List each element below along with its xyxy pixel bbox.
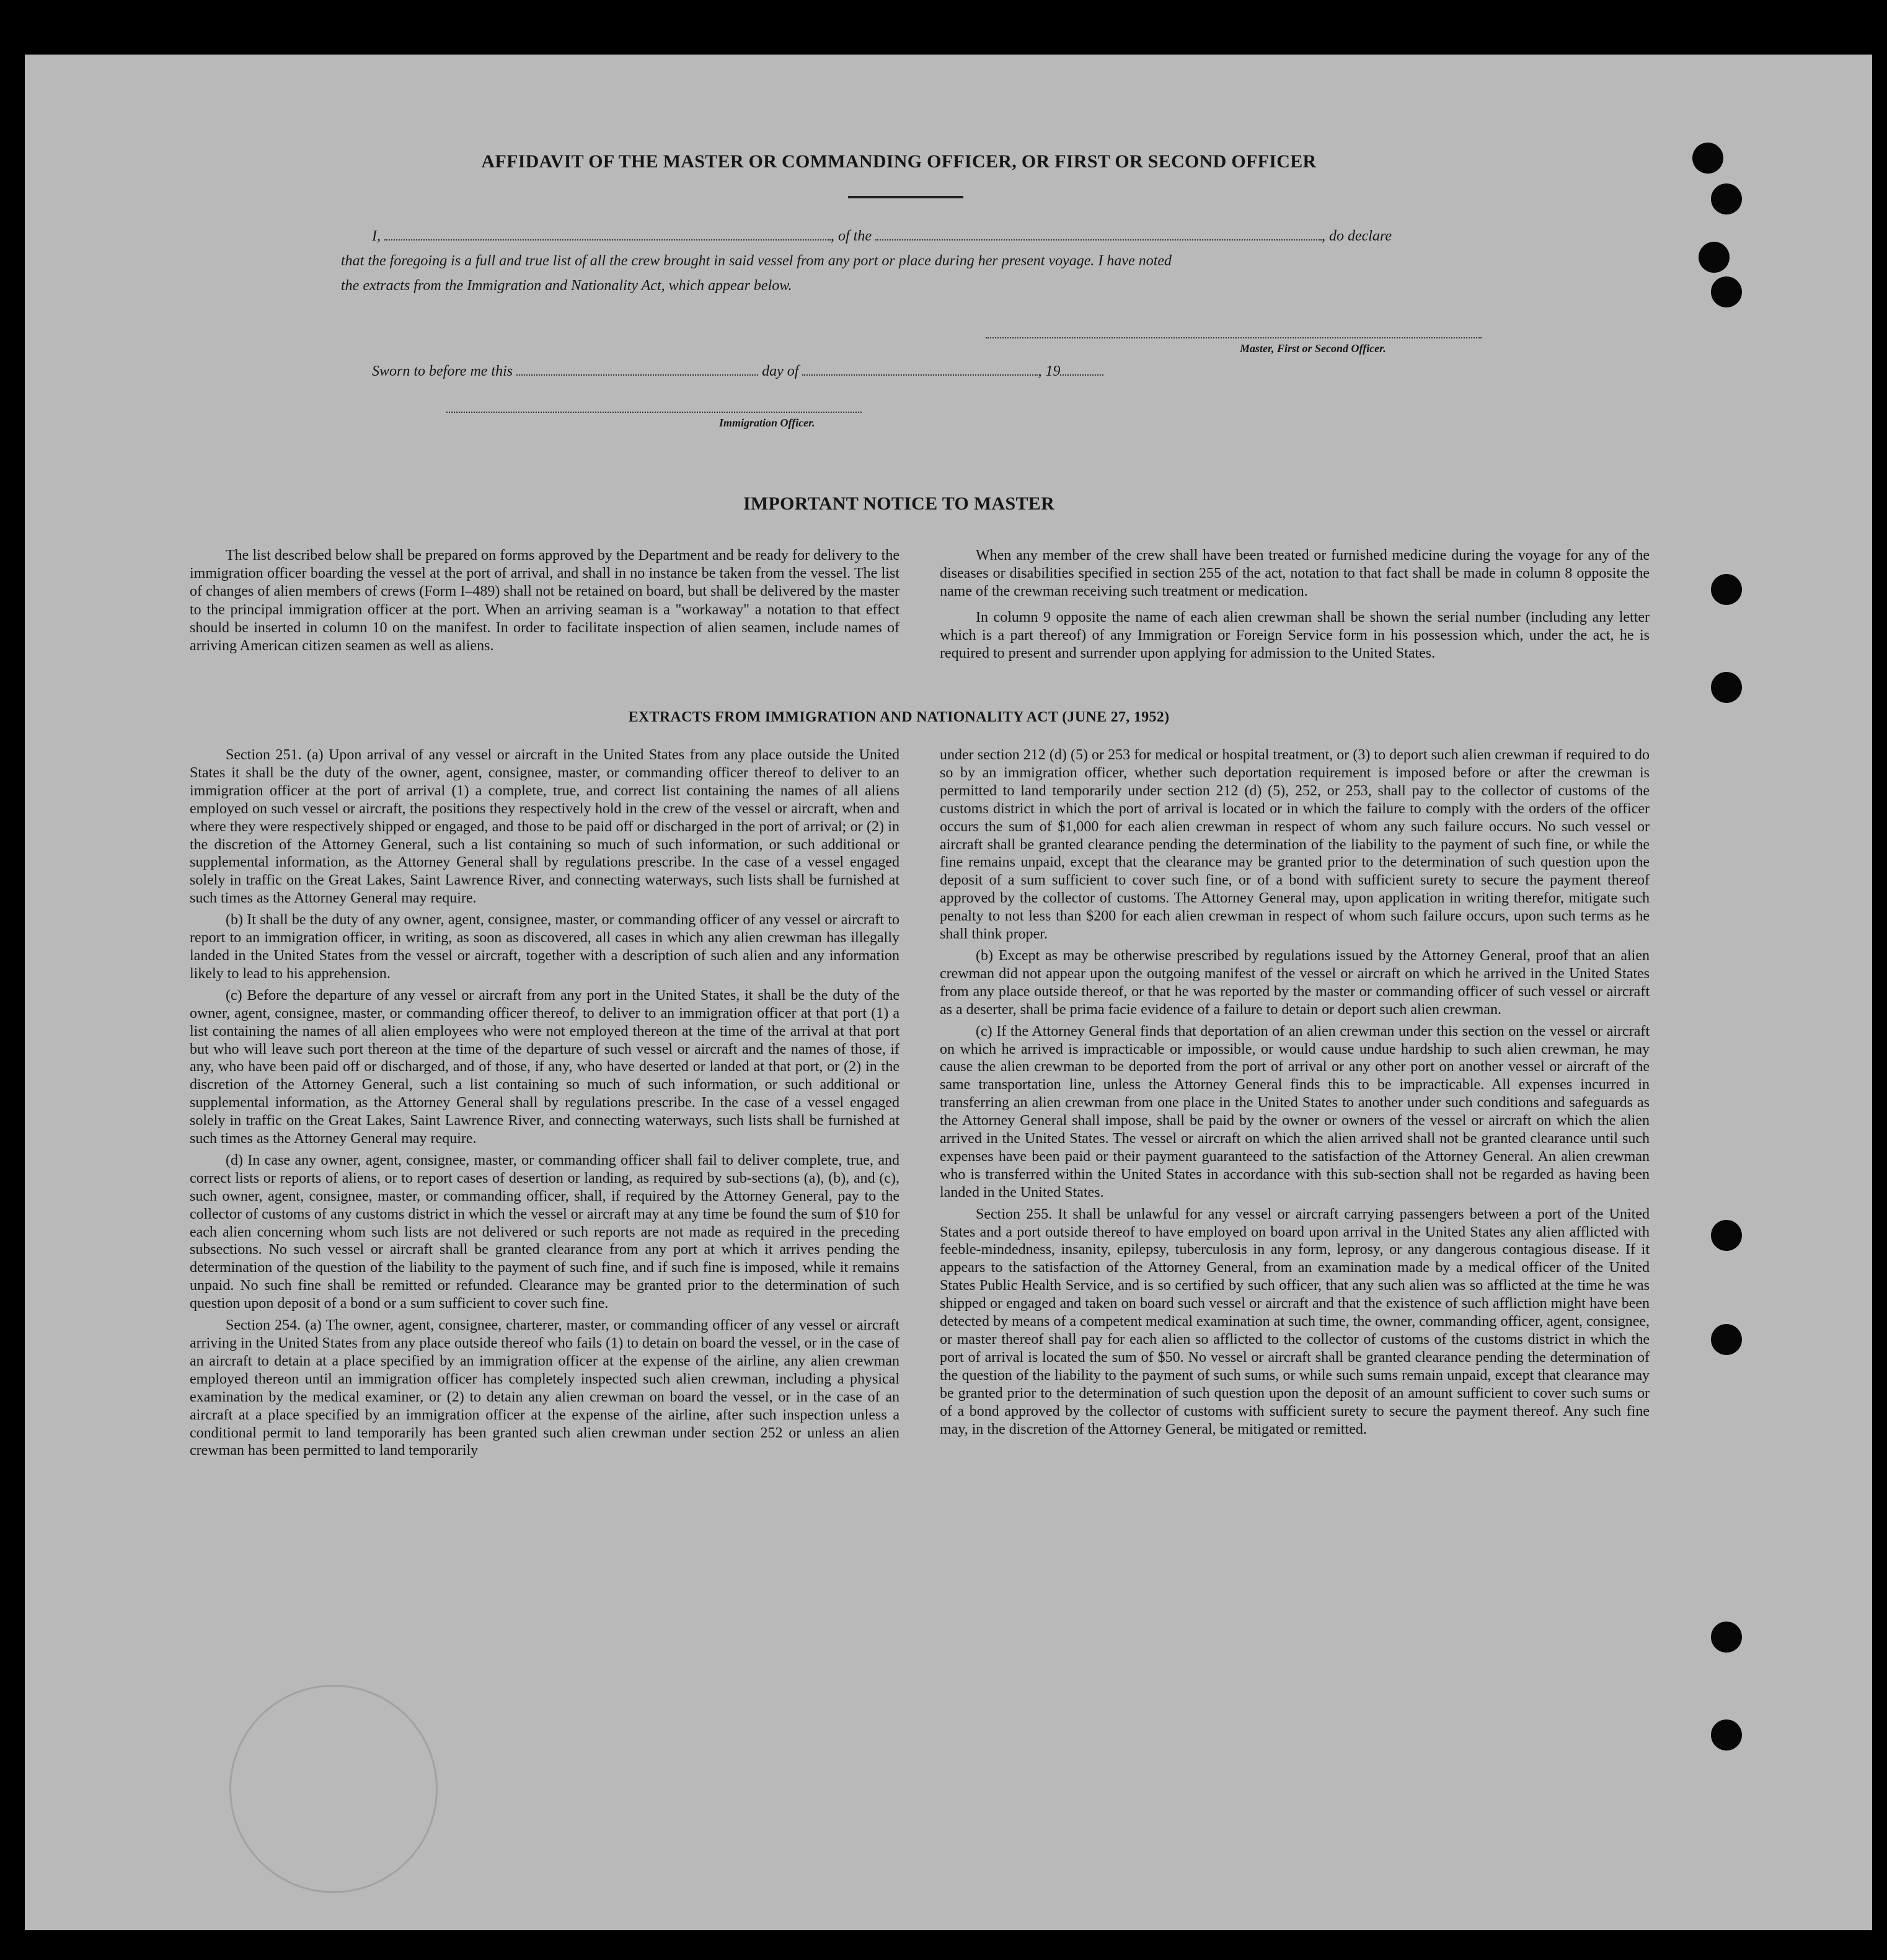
vessel-field[interactable] bbox=[875, 226, 1322, 241]
day-field[interactable] bbox=[516, 361, 758, 376]
immigration-officer-line[interactable] bbox=[446, 412, 862, 413]
section-251-d: (d) In case any owner, agent, consignee, master, or commanding officer shall fail to deliver complete, true, and correct lists or reports of aliens, or to report cases of desertion or landing, as required by sub-sections (a), (b), and (c), such owner, agent, consignee, master, or commanding officer, shall, if required by the Attorney General, pay to the collector of customs of any customs district in which the vessel or aircraft may at any time be found the sum of $10 for each alien concerning whom such lists are not delivered or such reports are not made as required in the preceding subsections. No such vessel or aircraft shall be granted clearance from any port at which it arrives pending the determination of the question of the liability to the payment of such fine, and if such fine is imposed, while it remains unpaid. No such fine shall be remitted or refunded. Clearance may be granted prior to the determination of such question upon deposit of a bond or a sum sufficient to cover such fine. bbox=[190, 1152, 899, 1312]
extracts-left-column bbox=[190, 746, 899, 1463]
notice-left-paragraph: The list described below shall be prepared on forms approved by the Department and be ready for delivery to the immigration officer boarding the vessel at the port of arrival, and shall in no instance be taken from the vessel. The list of changes of alien members of crews (Form I–489) shall not be retained on board, but shall be delivered by the master to the principal immigration officer at the port. When an arriving seaman is a "workaway" a notation to that effect should be inserted in column 10 on the manifest. In order to facilitate inspection of alien seamen, include names of arriving American citizen seamen as well as aliens. bbox=[190, 547, 899, 655]
punch-hole bbox=[1711, 1324, 1742, 1355]
document-page bbox=[25, 55, 1872, 1930]
title-underline bbox=[848, 196, 963, 198]
year-field[interactable] bbox=[1060, 361, 1103, 376]
punch-hole bbox=[1711, 276, 1742, 307]
do-declare-label: , do declare bbox=[1322, 228, 1392, 244]
statement-line-1: that the foregoing is a full and true list of all the crew brought in said vessel from any port or place during her present voyage. I have noted bbox=[341, 253, 1172, 269]
declaration-line bbox=[372, 226, 1500, 245]
of-the-label: , of the bbox=[831, 228, 872, 244]
day-of-label: day of bbox=[762, 363, 799, 379]
notice-title: IMPORTANT NOTICE TO MASTER bbox=[743, 493, 1055, 514]
master-signature-label: Master, First or Second Officer. bbox=[1240, 342, 1386, 355]
punch-hole bbox=[1711, 1622, 1742, 1653]
statement-line-2: the extracts from the Immigration and Nationality Act, which appear below. bbox=[341, 278, 792, 294]
punch-hole bbox=[1711, 1220, 1742, 1251]
section-251-b: (b) It shall be the duty of any owner, agent, consignee, master, or commanding officer of any vessel or aircraft to report to an immigration officer, in writing, as soon as discovered, all cases in which any alien crewman has illegally landed in the United States from the vessel or aircraft, together with a description of such alien and any information likely to lead to his apprehension. bbox=[190, 912, 899, 982]
name-field[interactable] bbox=[384, 226, 831, 241]
year-prefix: , 19 bbox=[1038, 363, 1061, 379]
sworn-line bbox=[372, 361, 1302, 380]
notice-right-paragraph-1: When any member of the crew shall have been treated or furnished medicine during the voyage for any of the diseases or disabilities specified in section 255 of the act, notation to that fact shall be made in column 8 opposite the name of the crewman receiving such treatment or medication. bbox=[940, 547, 1650, 600]
i-label: I, bbox=[372, 228, 381, 244]
section-255: Section 255. It shall be unlawful for any vessel or aircraft carrying passengers between a port of the United States and a port outside thereof to have employed on board upon arrival in the United States any alien afflicted with feeble-mindedness, insanity, epilepsy, tuberculosis in any form, leprosy, or any dangerous contagious disease. If it appears to the satisfaction of the Attorney General, from an examination made by a medical officer of the United States Public Health Service, and is so certified by such officer, that any such alien was so afflicted at the time he was shipped or engaged and taken on board such vessel or aircraft and that the existence of such affliction might have been detected by means of a competent medical examination at such time, the owner, commanding officer, agent, consignee, or master thereof shall pay for each alien so afflicted to the collector of customs of the customs district in which the port of arrival is located the sum of $50. No vessel or aircraft shall be granted clearance pending the determination of the question of the liability to the payment of such sums, or while such sums remain unpaid, except that clearance may be granted prior to the determination of such question upon the deposit of an amount sufficient to cover such sums or of a bond approved by the collector of customs with sufficient surety to secure the payment thereof. Any such fine may, in the discretion of the Attorney General, be mitigated or remitted. bbox=[940, 1206, 1650, 1437]
notice-right-column bbox=[940, 547, 1650, 666]
punch-hole bbox=[1699, 242, 1730, 273]
sworn-label: Sworn to before me this bbox=[372, 363, 513, 379]
punch-hole bbox=[1711, 183, 1742, 214]
section-254-a-continued: under section 212 (d) (5) or 253 for medical or hospital treatment, or (3) to deport such alien crewman if required to do so by an immigration officer, whether such deportation requirement is imposed before or after the crewman is permitted to land temporarily under section 212 (d) (5), 252, or 253, shall pay to the collector of customs of the customs district in which the port of arrival is located or in which the failure to comply with the orders of the officer occurs the sum of $1,000 for each alien crewman in respect of whom any such failure occurs. No such vessel or aircraft shall be granted clearance pending the determination of the liability to the payment of such fine, or while the fine remains unpaid, except that the clearance may be granted prior to the determination of such question upon the deposit of a sum sufficient to cover such fine, or of a bond with sufficient surety to secure the payment thereof approved by the collector of customs. The Attorney General may, upon application in writing therefor, mitigate such penalty to not less than $200 for each alien crewman in respect of whom such failure occurs, upon such terms as he shall think proper. bbox=[940, 747, 1650, 943]
punch-hole bbox=[1711, 574, 1742, 605]
section-254-c: (c) If the Attorney General finds that deportation of an alien crewman under this section on the vessel or aircraft on which he arrived is impracticable or impossible, or would cause undue hardship to such alien crewman, he may cause the alien crewman to be deported from the port of arrival or any other port on another vessel or aircraft of the same transportation line, unless the Attorney General finds this to be impracticable. All expenses incurred in transferring an alien crewman from one place in the United States to another under such conditions and safeguards as the Attorney General shall impose, shall be paid by the owner or owners of the vessel or aircraft on which the alien arrived in the United States. The vessel or aircraft on which the alien arrived shall not be granted clearance until such expenses have been paid or their payment guaranteed to the satisfaction of the Attorney General. An alien crewman who is transferred within the United States in accordance with this sub-section shall not be regarded as having been landed in the United States. bbox=[940, 1023, 1650, 1201]
punch-hole bbox=[1711, 1719, 1742, 1750]
notice-right-paragraph-2: In column 9 opposite the name of each alien crewman shall be shown the serial number (including any letter which is a part thereof) of any Immigration or Foreign Service form in his possession which, under the act, he is required to present and surrender upon applying for admission to the United States. bbox=[940, 609, 1650, 662]
section-251-a: Section 251. (a) Upon arrival of any vessel or aircraft in the United States from any place outside the United States it shall be the duty of the owner, agent, consignee, master, or commanding officer thereof to deliver to an immigration officer at the port of arrival (1) a complete, true, and correct list containing the names of all aliens employed on such vessel or aircraft, the positions they respectively hold in the crew of the vessel or aircraft, when and where they were respectively shipped or engaged, and those to be paid off or discharged in the port of arrival; or (2) in the discretion of the Attorney General, such a list containing so much of such information, or such additional or supplemental information, as the Attorney General shall by regulations prescribe. In the case of a vessel engaged solely in traffic on the Great Lakes, Saint Lawrence River, and connecting waterways, such lists shall be furnished at such times as the Attorney General may require. bbox=[190, 747, 899, 907]
extracts-right-column bbox=[940, 746, 1650, 1442]
notice-left-column bbox=[190, 547, 899, 659]
month-field[interactable] bbox=[802, 361, 1038, 376]
section-254-b: (b) Except as may be otherwise prescribed by regulations issued by the Attorney General, proof that an alien crewman did not appear upon the outgoing manifest of the vessel or aircraft on which he arrived in the United States from any place outside thereof, or that he was reported by the master or commanding officer of such vessel or aircraft as a deserter, shall be prima facie evidence of a failure to detain or deport such alien crewman. bbox=[940, 947, 1650, 1018]
section-251-c: (c) Before the departure of any vessel or aircraft from any port in the United States, it shall be the duty of the owner, agent, consignee, master, or commanding officer thereof, to deliver to an immigration officer at that port (1) a list containing the names of all alien employees who were not employed thereon at the time of the arrival at that port but who will leave such port thereon at the time of the departure of such vessel or aircraft and the names of those, if any, who have been paid off or discharged, and of those, if any, who have deserted or landed at that port, or (2) in the discretion of the Attorney General, such a list containing so much of such information, or such additional or supplemental information, as the Attorney General shall by regulations prescribe. In the case of a vessel engaged solely in traffic on the Great Lakes, Saint Lawrence River, and connecting waterways, such lists shall be furnished at such times as the Attorney General may require. bbox=[190, 987, 899, 1147]
master-signature-line[interactable] bbox=[986, 337, 1482, 338]
punch-hole bbox=[1692, 143, 1723, 174]
faded-seal-stamp bbox=[229, 1685, 438, 1893]
affidavit-title: AFFIDAVIT OF THE MASTER OR COMMANDING OFFICER, OR FIRST OR SECOND OFFICER bbox=[481, 151, 1317, 172]
immigration-officer-label: Immigration Officer. bbox=[719, 417, 815, 429]
section-254-a: Section 254. (a) The owner, agent, consignee, charterer, master, or commanding officer of any vessel or aircraft arriving in the United States from any place outside thereof who fails (1) to detain on board the vessel, or in the case of an aircraft to detain at a place specified by an immigration officer at the expense of the airline, any alien crewman employed thereon until an immigration officer has completely inspected such alien crewman, including a physical examination by the medical examiner, or (2) to detain any alien crewman on board the vessel, or in the case of an aircraft at a place specified by an immigration officer at the expense of the airline, after such inspection unless a conditional permit to land temporarily has been granted such alien crewman under section 252 or unless an alien crewman has been permitted to land temporarily bbox=[190, 1317, 899, 1459]
extracts-title: EXTRACTS FROM IMMIGRATION AND NATIONALITY ACT (JUNE 27, 1952) bbox=[628, 709, 1170, 725]
punch-hole bbox=[1711, 672, 1742, 703]
